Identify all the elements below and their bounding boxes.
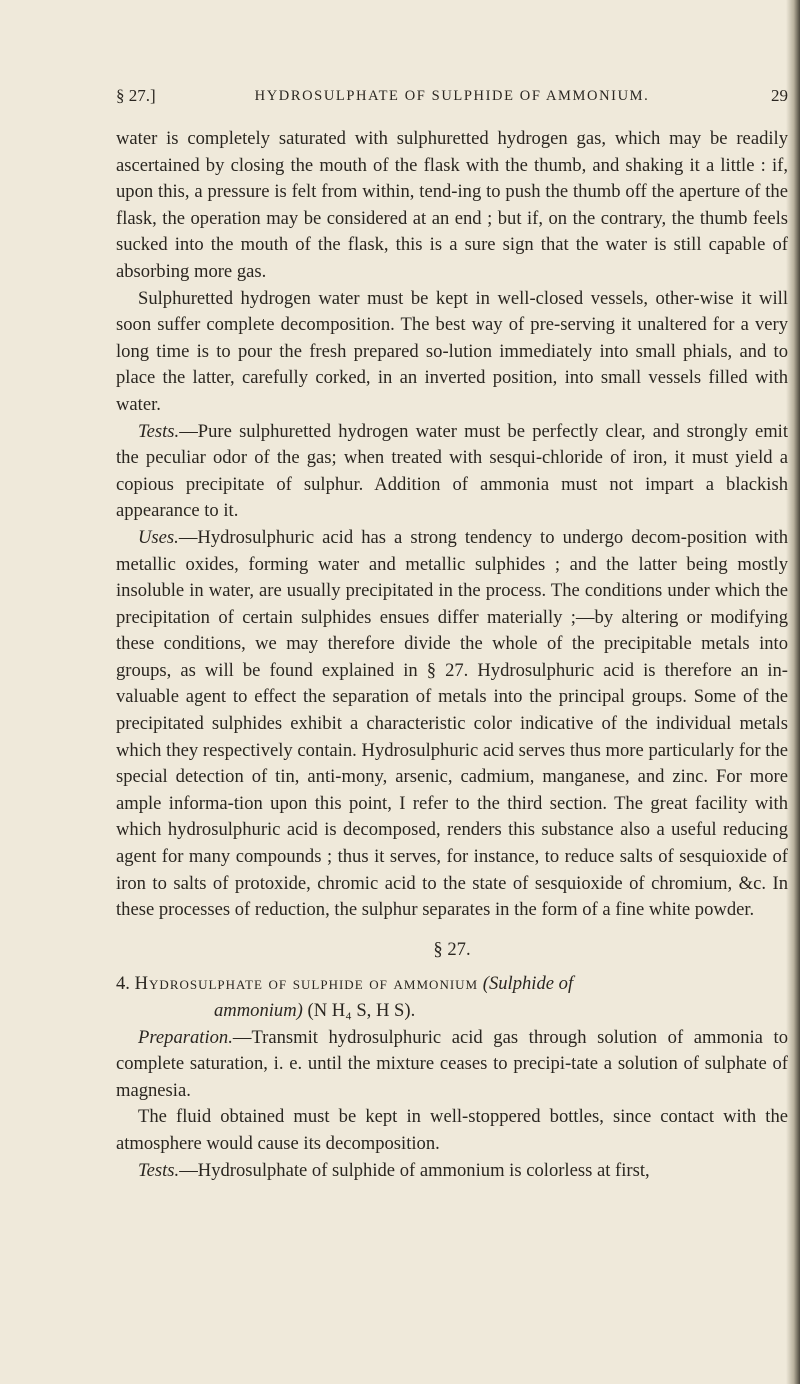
paragraph-text: —Transmit hydrosulphuric acid gas through solution of ammonia to complete saturation, i. e. until the mixture ceases to precipi-tate a solution of sulphate of magnesia. — [116, 1026, 788, 1101]
paragraph — [116, 1025, 788, 1105]
paragraph-text: —Pure sulphuretted hydrogen water must be perfectly clear, and strongly emit the peculiar odor of the gas; when treated with sesqui-chloride of iron, it must yield a copious precipitate of sulphur. Addition of ammonia must not impart a blackish appearance to it. — [116, 420, 788, 522]
paragraph: water is completely saturated with sulphuretted hydrogen gas, which may be readily ascertained by closing the mouth of the flask with the thumb, and shaking it a little : if, upon this, a pressure is felt from within, tend-ing to push the thumb off the aperture of the flask, the operation may be considered at an end ; but if, on the contrary, the thumb feels sucked into the mouth of the flask, this is a sure sign that the water is still capable of absorbing more gas. — [116, 128, 788, 282]
body-text — [116, 126, 788, 1184]
page-header — [116, 86, 788, 114]
heading-line-2 — [116, 998, 788, 1025]
paragraph-label: Preparation. — [138, 1026, 233, 1048]
section-mark: § 27. — [433, 938, 471, 960]
paragraph: The fluid obtained must be kept in well-stoppered bottles, since contact with the atmosphere would cause its decomposition. — [116, 1106, 788, 1154]
page-number: 29 — [771, 86, 788, 105]
header-section-ref: § 27.] — [116, 86, 156, 105]
paragraph-text: —Hydrosulphuric acid has a strong tendency to undergo decom-position with metallic oxides, forming water and metallic sulphides ; and the latter being mostly insoluble in water, are usually precipitated in the process. The conditions under which the precipitation of certain sulphides ensues differ materially ;—by altering or modifying these conditions, we may therefore divide the whole of the precipitable metals into groups, as will be found explained in § 27. Hydrosulphuric acid is therefore an in-valuable agent to effect the separation of metals into the principal groups. Some of the precipitated sulphides exhibit a characteristic color indicative of the individual metals which they respectively contain. Hydrosulphuric acid serves thus more particularly for the special detection of tin, anti-mony, arsenic, cadmium, manganese, and zinc. For more ample informa-tion upon this point, I refer to the third section. The great facility with which hydrosulphuric acid is decomposed, renders this substance also a useful reducing agent for many compounds ; thus it serves, for instance, to reduce salts of sesquioxide of iron to salts of protoxide, chromic acid to the state of sesquioxide of chromium, &c. In these processes of reduction, the sulphur separates in the form of a fine white powder. — [116, 526, 788, 921]
section-heading — [116, 971, 788, 1024]
paragraph-text: —Hydrosulphate of sulphide of ammonium is colorless at first, — [179, 1159, 650, 1181]
heading-number: 4. — [116, 973, 130, 995]
running-title: HYDROSULPHATE OF SULPHIDE OF AMMONIUM. — [254, 88, 650, 104]
heading-alt-name: (Sulphide of — [482, 973, 574, 995]
paragraph — [116, 525, 788, 924]
paragraph-label: Tests. — [138, 1159, 180, 1181]
paragraph: Sulphuretted hydrogen water must be kept in well-closed vessels, other-wise it will soon suffer complete decomposition. The best way of pre-serving it unaltered for a very long time is to pour the fresh prepared so-lution immediately into small phials, and to place the latter, carefully corked, in an inverted position, into small vessels filled with water. — [116, 287, 788, 415]
paragraph — [116, 419, 788, 525]
paragraph-label: Uses. — [138, 526, 179, 548]
heading-formula: (N H₄ S, H S). — [307, 1000, 416, 1021]
heading-alt-name-2: ammonium) — [214, 1000, 303, 1021]
page-edge-shadow — [786, 0, 800, 1384]
paragraph — [116, 1158, 788, 1185]
paragraph-label: Tests. — [138, 420, 180, 442]
heading-title: Hydrosulphate of sulphide of ammonium — [134, 973, 479, 995]
